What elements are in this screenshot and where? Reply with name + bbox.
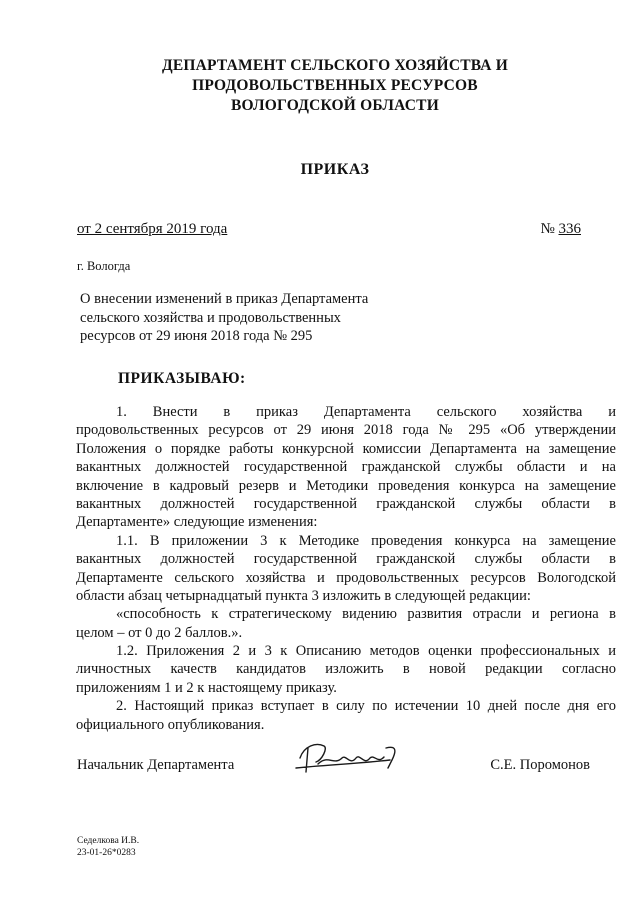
number-sign: № <box>540 221 555 237</box>
body-line: Департаменте сельского хозяйства и продовольственных ресурсов Вологодской <box>76 569 616 586</box>
city: г. Вологда <box>77 259 131 273</box>
subject-line-2: сельского хозяйства и продовольственных <box>80 309 341 326</box>
body-line: «способность к стратегическому видению развития отрасли и региона в <box>116 606 616 623</box>
number-value: 336 <box>558 221 581 237</box>
header-line-1: ДЕПАРТАМЕНТ СЕЛЬСКОГО ХОЗЯЙСТВА И <box>161 57 509 74</box>
body-line: Положения о порядке работы конкурсной комиссии Департамента на замещение <box>76 440 616 457</box>
body-line: 1. Внести в приказ Департамента сельского хозяйства и <box>116 404 616 420</box>
header-line-3: ВОЛОГОДСКОЙ ОБЛАСТИ <box>231 97 439 114</box>
body-line: личностных качеств кандидатов изложить в новой редакции согласно <box>76 661 616 678</box>
executor-phone: 23-01-26*0283 <box>77 848 136 858</box>
body-line: Департаменте» следующие изменения: <box>76 514 318 531</box>
order-number <box>540 221 581 238</box>
body-line: вакантных должностей государственной гражданской службы области и на <box>76 459 616 476</box>
document-type-title: ПРИКАЗ <box>300 161 370 178</box>
body-line: продовольственных ресурсов от 29 июня 2018 года № 295 «Об утверждении <box>76 422 616 439</box>
department-header <box>80 56 590 116</box>
handwritten-signature <box>294 738 404 778</box>
body-line: включение в кадровый резерв и Методики проведения конкурса на замещение <box>76 477 616 494</box>
order-date: от 2 сентября 2019 года <box>77 221 228 237</box>
body-line: официального опубликования. <box>76 716 265 733</box>
body-line: целом – от 0 до 2 баллов.». <box>76 624 243 641</box>
body-line: вакантных должностей государственной гражданской службы области в <box>76 551 616 568</box>
body-line: приложениям 1 и 2 к настоящему приказу. <box>76 679 337 696</box>
body-line: вакантных должностей государственной гражданской службы области в <box>76 495 616 512</box>
order-directive-heading: ПРИКАЗЫВАЮ: <box>118 370 246 387</box>
executor-name: Седелкова И.В. <box>77 836 140 846</box>
header-line-2: ПРОДОВОЛЬСТВЕННЫХ РЕСУРСОВ <box>192 77 478 94</box>
subject-line-3: ресурсов от 29 июня 2018 года № 295 <box>80 328 313 344</box>
order-body <box>76 403 616 734</box>
body-line: 1.1. В приложении 3 к Методике проведения конкурса на замещение <box>116 532 616 549</box>
executor-info <box>77 835 139 859</box>
signatory-title: Начальник Департамента <box>77 757 235 773</box>
order-subject <box>80 290 368 346</box>
body-line: 1.2. Приложения 2 и 3 к Описанию методов оценки профессиональных и <box>116 643 616 660</box>
body-line: области абзац четырнадцатый пункта 3 изложить в следующей редакции: <box>76 587 531 604</box>
subject-line-1: О внесении изменений в приказ Департамента <box>80 291 369 307</box>
body-line: 2. Настоящий приказ вступает в силу по истечении 10 дней после дня его <box>116 698 616 715</box>
signatory-name: С.Е. Поромонов <box>490 757 590 773</box>
